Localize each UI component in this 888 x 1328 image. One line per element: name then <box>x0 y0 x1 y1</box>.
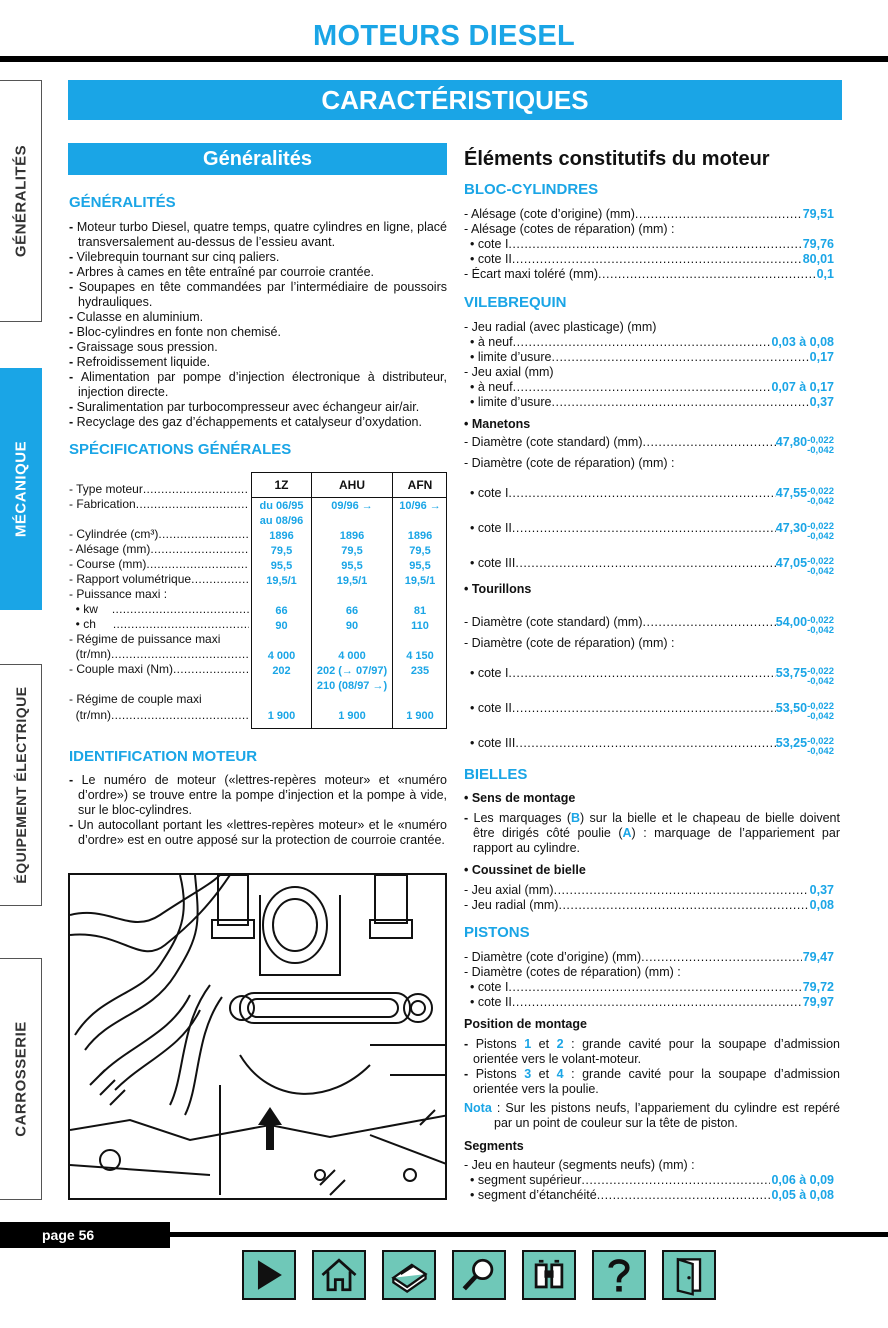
table-header-rule <box>252 497 446 498</box>
spec-line: - Jeu axial (mm) <box>464 365 554 379</box>
page-title: MOTEURS DIESEL <box>313 20 575 52</box>
table-cell: 1 900 <box>267 710 296 722</box>
spec-line: - Diamètre (cote de réparation) (mm) : <box>464 456 675 470</box>
spec-line: • à neuf ..... 0,07 à 0,17 <box>470 380 834 395</box>
spec-label-type: - Type moteur ..... <box>69 482 249 497</box>
tolerance-line: • cote III ..... 53,25 -0,022 -0,042 <box>470 729 834 757</box>
spec-line: - Jeu radial (mm) ..... 0,08 <box>464 898 834 913</box>
table-cell: 10/96 → <box>399 500 441 512</box>
spec-line: - Jeu axial (mm) ..... 0,37 <box>464 883 834 898</box>
side-tab-label: GÉNÉRALITÉS <box>12 144 29 258</box>
exit-icon <box>664 1252 714 1298</box>
engine-illustration <box>68 873 447 1200</box>
table-cell: 4 000 <box>267 650 296 662</box>
pistons-heading: PISTONS <box>464 924 530 941</box>
side-tab-mecanique[interactable] <box>0 368 42 610</box>
magnifier-icon <box>454 1252 504 1298</box>
arrow-up-icon <box>258 1107 282 1150</box>
spec-label-regime-couple: - Régime de couple maxi <box>69 692 202 706</box>
identification-heading: IDENTIFICATION MOTEUR <box>69 748 258 765</box>
spec-label-trmn-1: (tr/mn) ..... <box>69 647 249 662</box>
spec-line: - Jeu en hauteur (segments neufs) (mm) : <box>464 1158 695 1172</box>
side-tab-label: CARROSSERIE <box>12 1021 29 1137</box>
help-button[interactable] <box>592 1250 646 1300</box>
spec-label-kw: • kw ..... <box>69 602 249 617</box>
table-cell: 1896 <box>407 530 433 542</box>
table-cell: 79,5 <box>409 545 431 557</box>
identification-list <box>69 773 447 848</box>
tolerance-line: - Diamètre (cote standard) (mm) ..... 47,80 -0,022 -0,042 <box>464 428 834 456</box>
column-header-afn: AFN <box>407 478 433 492</box>
column-header-ahu: AHU <box>339 478 365 492</box>
table-cell: 19,5/1 <box>404 575 436 587</box>
position-montage-heading: Position de montage <box>464 1017 587 1031</box>
binoculars-icon <box>524 1252 574 1298</box>
spec-label-puissance: - Puissance maxi : <box>69 587 168 601</box>
printer-icon <box>384 1252 434 1298</box>
list-item: - Arbres à cames en tête entraîné par courroie crantée. <box>69 265 375 279</box>
section-banner: CARACTÉRISTIQUES <box>68 80 842 120</box>
nota-text: Nota : Sur les pistons neufs, l’appariement du cylindre est repéré par un point de couleur sur la tête de piston. <box>464 1101 840 1130</box>
side-tab-carrosserie[interactable] <box>0 958 42 1200</box>
play-icon <box>244 1252 294 1298</box>
table-cell: 95,5 <box>270 560 293 572</box>
list-item: - Le numéro de moteur («lettres-repères moteur» et «numéro d’ordre») se trouve entre la pompe d’injection et la pompe à vide, sur le bloc-cylindres. <box>69 773 447 817</box>
spec-line: - Diamètre (cote de réparation) (mm) : <box>464 636 675 650</box>
tolerance-line: • cote II ..... 47,30 -0,022 -0,042 <box>470 514 834 542</box>
bielles-heading: BIELLES <box>464 766 528 783</box>
right-section-title: Éléments constitutifs du moteur <box>464 148 770 170</box>
table-cell: 66 <box>275 605 288 617</box>
side-tab-equipement-electrique[interactable] <box>0 664 42 906</box>
table-cell: 90 <box>275 620 288 632</box>
table-cell: 19,5/1 <box>266 575 297 587</box>
spec-label-course: - Course (mm) ..... <box>69 557 249 572</box>
table-cell: 19,5/1 <box>336 575 368 587</box>
engine-drawing <box>70 875 447 1200</box>
tolerance-line: • cote II ..... 53,50 -0,022 -0,042 <box>470 694 834 722</box>
table-cell: 4 150 <box>406 650 434 662</box>
help-icon <box>594 1252 644 1298</box>
pistons-1-2-text: - Pistons 1 et 2 : grande cavité pour la soupape d’admission orientée vers le volant-moteur. <box>464 1037 840 1066</box>
spec-label-trmn-2: (tr/mn) ..... <box>69 708 249 723</box>
list-item: - Suralimentation par turbocompresseur avec échangeur air/air. <box>69 400 420 414</box>
spec-table <box>251 472 447 729</box>
table-cell: du 06/95 <box>259 500 304 512</box>
table-cell: 1896 <box>339 530 365 542</box>
table-cell: 210 (08/97 →) <box>316 680 388 692</box>
table-cell: 66 <box>345 605 359 617</box>
exit-button[interactable] <box>662 1250 716 1300</box>
spec-line: - Jeu radial (avec plasticage) (mm) <box>464 320 657 334</box>
spec-line: • limite d’usure ..... 0,17 <box>470 350 834 365</box>
spec-label-couple: - Couple maxi (Nm) ..... <box>69 662 249 677</box>
list-item: - Culasse en aluminium. <box>69 310 204 324</box>
column-header-1z: 1Z <box>274 478 289 492</box>
list-item: - Bloc-cylindres en fonte non chemisé. <box>69 325 281 339</box>
page-number: page 56 <box>0 1222 170 1248</box>
table-cell: 1 900 <box>338 710 366 722</box>
spec-line: - Diamètre (cote d’origine) (mm) ..... 79,47 <box>464 950 834 965</box>
spec-label-fabrication: - Fabrication ..... <box>69 497 249 512</box>
spec-label-alesage: - Alésage (mm) ..... <box>69 542 249 557</box>
table-cell: 81 <box>413 605 427 617</box>
list-item: - Graissage sous pression. <box>69 340 218 354</box>
generalites-heading: GÉNÉRALITÉS <box>69 194 176 211</box>
side-tab-label: ÉQUIPEMENT ÉLECTRIQUE <box>12 686 29 884</box>
table-cell: 202 (→ 07/97) <box>316 665 388 677</box>
table-cell: 95,5 <box>341 560 363 572</box>
spec-line: • cote I ..... 79,72 <box>470 980 834 995</box>
spec-line: • cote II ..... 79,97 <box>470 995 834 1010</box>
specs-heading: SPÉCIFICATIONS GÉNÉRALES <box>69 441 292 458</box>
coussinet-heading: • Coussinet de bielle <box>464 863 586 877</box>
tolerance-line: • cote I ..... 47,55 -0,022 -0,042 <box>470 479 834 507</box>
list-item: - Soupapes en tête commandées par l’intermédiaire de poussoirs hydrauliques. <box>69 280 447 309</box>
tolerance-line: - Diamètre (cote standard) (mm) ..... 54,00 -0,022 -0,042 <box>464 608 834 636</box>
table-cell: 4 000 <box>338 650 366 662</box>
table-cell: 235 <box>410 665 430 677</box>
table-cell: au 08/96 <box>259 515 304 527</box>
table-cell: 79,5 <box>270 545 293 557</box>
print-button[interactable] <box>382 1250 436 1300</box>
tourillons-heading: • Tourillons <box>464 582 532 596</box>
search-button[interactable] <box>452 1250 506 1300</box>
bloc-cylindres-heading: BLOC-CYLINDRES <box>464 181 599 198</box>
list-item: - Un autocollant portant les «lettres-repères moteur» et le «numéro d’ordre» est en outre apposé sur la protection de courroie crantée. <box>69 818 448 847</box>
spec-line: - Alésage (cote d’origine) (mm) ..... 79,51 <box>464 207 834 222</box>
spec-label-rapport: - Rapport volumétrique ..... <box>69 572 249 587</box>
spec-line: - Diamètre (cotes de réparation) (mm) : <box>464 965 681 979</box>
manetons-heading: • Manetons <box>464 417 531 431</box>
spec-line: - Alésage (cotes de réparation) (mm) : <box>464 222 675 236</box>
side-tab-generalites[interactable] <box>0 80 42 322</box>
spec-line: • limite d’usure ..... 0,37 <box>470 395 834 410</box>
list-item: - Moteur turbo Diesel, quatre temps, quatre cylindres en ligne, placé transversalement au-dessus de l’essieu avant. <box>69 220 448 249</box>
tolerance-line: • cote III ..... 47,05 -0,022 -0,042 <box>470 549 834 577</box>
spec-line: • segment d’étanchéité ..... 0,05 à 0,08 <box>470 1188 834 1203</box>
list-item: - Refroidissement liquide. <box>69 355 211 369</box>
table-cell: 95,5 <box>409 560 431 572</box>
table-cell: 1 900 <box>406 710 434 722</box>
vilebrequin-heading: VILEBREQUIN <box>464 294 567 311</box>
spec-label-cylindree: - Cylindrée (cm³) ..... <box>69 527 249 542</box>
generalites-list <box>69 220 447 430</box>
table-cell: 1896 <box>269 530 294 542</box>
sens-montage-heading: • Sens de montage <box>464 791 576 805</box>
table-cell: 90 <box>345 620 359 632</box>
generalites-banner: Généralités <box>68 143 447 175</box>
segments-heading: Segments <box>464 1139 524 1153</box>
side-tab-label: MÉCANIQUE <box>12 440 29 538</box>
bielles-montage-text: - Les marquages (B) sur la bielle et le chapeau de bielle doivent être dirigés côté poulie (A) : marquage de l’appariement par rapport au cylindre. <box>464 811 840 855</box>
table-cell: 202 <box>272 665 291 677</box>
home-button[interactable] <box>312 1250 366 1300</box>
spec-line: • cote I ..... 79,76 <box>470 237 834 252</box>
home-icon <box>314 1252 364 1298</box>
spec-label-ch: • ch ..... <box>69 617 249 632</box>
table-cell: 110 <box>411 620 429 632</box>
tolerance-line: • cote I ..... 53,75 -0,022 -0,042 <box>470 659 834 687</box>
spec-label-regime-puissance: - Régime de puissance maxi <box>69 632 221 646</box>
list-item: - Recyclage des gaz d’échappements et catalyseur d’oxydation. <box>69 415 422 429</box>
list-item: - Vilebrequin tournant sur cinq paliers. <box>69 250 280 264</box>
pistons-3-4-text: - Pistons 3 et 4 : grande cavité pour la soupape d’admission orientée vers la poulie. <box>464 1067 840 1096</box>
spec-line: • cote II ..... 80,01 <box>470 252 834 267</box>
find-button[interactable] <box>522 1250 576 1300</box>
spec-line: - Écart maxi toléré (mm) ..... 0,1 <box>464 267 834 282</box>
list-item: - Alimentation par pompe d’injection électronique à distributeur, injection directe. <box>69 370 447 399</box>
top-rule <box>0 56 888 62</box>
spec-line: • à neuf ..... 0,03 à 0,08 <box>470 335 834 350</box>
table-cell: 09/96 → <box>331 500 373 512</box>
next-button[interactable] <box>242 1250 296 1300</box>
spec-line: • segment supérieur ..... 0,06 à 0,09 <box>470 1173 834 1188</box>
table-cell: 79,5 <box>341 545 363 557</box>
